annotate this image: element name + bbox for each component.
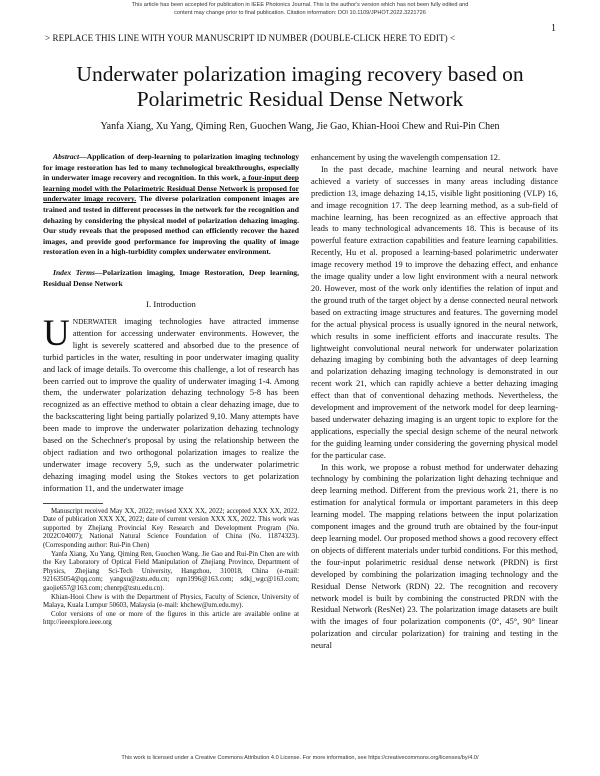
- title-line-2: Polarimetric Residual Dense Network: [136, 87, 464, 111]
- index-terms: [43, 268, 299, 289]
- abstract-text-1: —Application of deep-learning to polarization imaging technology for image restoration has led to many technological breakthroughs, especially in underwater image recovery and recognition. In this work,: [43, 152, 299, 183]
- page-number: 1: [551, 23, 556, 34]
- right-column: [311, 152, 558, 652]
- author-list: Yanfa Xiang, Xu Yang, Qiming Ren, Guochen Wang, Jie Gao, Khian-Hooi Chew and Rui-Pin Chen: [100, 121, 500, 132]
- banner-line-2: content may change prior to final publication. Citation information: DOI 10.1109/JPHOT.2022.3221726: [174, 10, 426, 16]
- drop-cap: U: [43, 313, 70, 355]
- left-column: [43, 152, 299, 628]
- publication-banner: [0, 1, 600, 17]
- right-paragraph-0: enhancement by using the wavelength compensation 12.: [311, 153, 501, 162]
- footnote-manuscript: Manuscript received May XX, 2022; revised XXX XX, 2022; accepted XXX XX, 2022. Date of publication XXX XX, 2022; date of current version XXX XX, 2022. This work was supported by Zhejiang Provincial Key Research and Development Program (No. 2022C04007); National Natural Science Foundation of China (No. 11874323). (Corresponding author: Rui-Pin Chen): [43, 507, 299, 549]
- banner-line-1: This article has been accepted for publication in IEEE Photonics Journal. This is the author's version which has not been fully edited and: [131, 2, 469, 8]
- section-heading: I. Introduction: [146, 299, 196, 310]
- intro-paragraph: [43, 313, 299, 495]
- title-line-1: Underwater polarization imaging recovery based on: [76, 62, 524, 86]
- abstract-label: Abstract: [53, 152, 80, 161]
- footnote-affiliation-1: Yanfa Xiang, Xu Yang, Qiming Ren, Guochen Wang, Jie Gao and Rui-Pin Chen are with the Key Laboratory of Optical Field Manipulation of Zhejiang Province, Department of Physics, Zhejiang Sci-Tech University, Hangzhou, 310018, China (e-mail: 921635054@qq.com; yangxu@zstu.edu.cn; rqm1996@163.com; sdkj_wgc@163.com; gaojie657@163.com; chenrp@zstu.edu.cn).: [43, 550, 299, 592]
- license-banner: This work is licensed under a Creative Commons Attribution 4.0 License. For more information, see https://creativecommons.org/licenses/by/4.0/: [121, 755, 479, 761]
- intro-text: imaging technologies have attracted immense attention for accessing underwater environments. However, the light is severely scattered and absorbed due to the presence of turbid particles in the water, resulting in poor underwater imaging quality and lack of image details. To overcome this challenge, a lot of research has been carried out to improve the quality of underwater imaging 1-4. Among them, the underwater polarization dehazing technology 5-8 has been recognized as an effective method to obtain a clear dehazing image, due to the backscattering light being partially polarized 9,10. Many attempts have been made to improve the underwater polarization dehazing technology based on the Schechner's proposal by using the relationship between the object radiation and two orthogonal polarization images to realize the underwater image recovery 5,9, such as the underwater polarimetric dehazing imaging model using the Stokes vectors to get polarization information 11, and the underwater image: [43, 317, 299, 493]
- footnote-rule: [43, 503, 103, 504]
- paper-title: [40, 62, 560, 112]
- footnote-affiliation-2: Khian-Hooi Chew is with the Department of Physics, Faculty of Science, University of Malaya, Kuala Lumpur 50603, Malaysia (e-mail: khchew@um.edu.my).: [43, 593, 299, 610]
- footnotes: [43, 508, 299, 628]
- right-paragraph-2: In this work, we propose a robust method for underwater dehazing technology by combining the polarization light dehazing technique and deep learning method. Different from the previous work 21, there is no estimation for analytical formula or important parameters in this deep learning model. The mapping relations between the input polarization component images and the ground truth are obtained by the four-input deep learning model. Our proposed method shows a good recovery effect on objects of different materials under turbid conditions. For this method, the four-input polarimetric residual dense network (PRDN) is first developed by combining the polarization imaging technology and the Residual Dense Network (RDN) 22. The recognition and recovery network model is built by combining the constructed PRDN with the Residual Network (ResNet) 23. The polarization image datasets are built with the images of four polarization components (0°, 45°, 90° linear polarization and circular polarization) for training and testing in the neural: [311, 462, 558, 651]
- abstract-text-2: The diverse polarization component images are trained and tested in different processes in the network for the recognition and dehazing by considering the physical model of polarization dehazing imaging. Our study reveals that the proposed method can efficiently recover the hazed images, and provide good performance for improving the quality of image restoration even in a high-turbidity complex underwater environment.: [43, 194, 299, 257]
- right-paragraph-1: In the past decade, machine learning and neural network have achieved a variety of successes in many areas including distance prediction 13, image dehazing 14,15, visible light positioning (VLP) 16, and image recognition 17. The deep learning method, as a sub-field of machine learning, has been recognized as an effective approach that leads to many technological advancements 18. This is because of its powerful feature extraction capabilities and feature learning capabilities. Recently, Hu et al. proposed a learning-based polarimetric underwater image recovery method 19 to improve the dehazing effect, and enhance the image quality under a low light environment with a neural network 20. However, most of the work only identifies the relation of input and the ground truth of the target object by a dense connected neural network based on extracting image structures and features. The governing model for the actual physical process is usually ignored in the neural network, which results in some inefficient efforts and inaccurate results. The lightweight convolutional neural network for underwater polarization dehazing imaging by combining both the advantages of deep learning and polarization dehazing imaging technology is demonstrated in our recent work 21, which can rapidly achieve a better dehazing imaging effect than that of conventional dehazing methods. Nevertheless, the development and improvement of the network model for deep learning-based underwater dehazing imaging is an urgent topic to explore for the applications, especially the special design scheme of the neural network for the guiding learning under considering the governing physical model for the particular case.: [311, 164, 558, 460]
- footnote-color: Color versions of one or more of the figures in this article are available online at http://ieeexplore.ieee.org: [43, 610, 299, 627]
- index-terms-text: —Polarization imaging, Image Restoration, Deep learning, Residual Dense Network: [43, 267, 299, 288]
- intro-smallcaps: NDERWATER: [72, 317, 118, 327]
- abstract-underlined: a four-input deep learning model with the Polarimetric Residual Dense Network is proposed for underwater image recovery.: [43, 173, 299, 204]
- manuscript-id-placeholder[interactable]: > REPLACE THIS LINE WITH YOUR MANUSCRIPT ID NUMBER (DOUBLE-CLICK HERE TO EDIT) <: [45, 33, 456, 43]
- abstract: [43, 152, 299, 258]
- index-terms-label: Index Terms: [53, 267, 95, 277]
